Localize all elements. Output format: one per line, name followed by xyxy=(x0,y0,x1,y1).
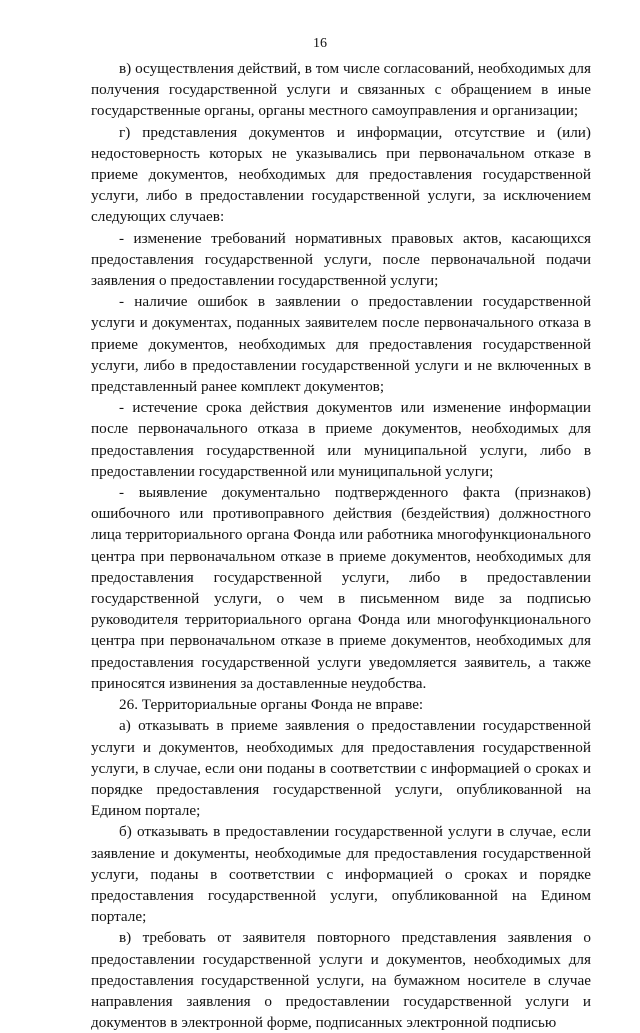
paragraph-exception-errors: - наличие ошибок в заявлении о предоставлении государственной услуги и документах, поданных заявителем после первоначального отказа в приеме документов, необходимых для предоставления государственной услуги, либо в предоставлении государственной услуги и не включенных в представленный ранее комплект документов; xyxy=(91,293,591,396)
paragraph-26-b: б) отказывать в предоставлении государственной услуги в случае, если заявление и документы, необходимые для предоставления государственной услуги, поданы в соответствии с информацией о сроках и порядке предоставления государственной услуги, опубликованной на Едином портале; xyxy=(91,823,591,926)
paragraph-v-actions: в) осуществления действий, в том числе согласований, необходимых для получения государственной услуги и связанных с обращением в иные государственные органы, органы местного самоуправления и организации; xyxy=(91,60,591,120)
paragraph-26-heading: 26. Территориальные органы Фонда не вправе: xyxy=(119,696,424,714)
paragraph-g-documents: г) представления документов и информации, отсутствие и (или) недостоверность которых не указывались при первоначальном отказе в приеме документов, необходимых для предоставления государственной услуги, либо в предоставлении государственной услуги, за исключением следующих случаев: xyxy=(91,123,591,226)
document-body xyxy=(91,58,591,1033)
page-number: 16 xyxy=(313,36,327,51)
paragraph-exception-misconduct: - выявление документально подтвержденного факта (признаков) ошибочного или противоправного действия (бездействия) должностного лица территориального органа Фонда или работника многофункционального центра при первоначальном отказе в приеме документов, необходимых для предоставления государственной услуги, либо в предоставлении государственной услуги, о чем в письменном виде за подписью руководителя территориального органа Фонда или многофункционального центра при первоначальном отказе в приеме документов, необходимых для предоставления государственной услуги уведомляется заявитель, а также приносятся извинения за доставленные неудобства. xyxy=(91,484,591,692)
paragraph-exception-expiry: - истечение срока действия документов или изменение информации после первоначального отказа в приеме документов, необходимых для предоставления государственной или муниципальной услуги, либо в предоставлении государственной или муниципальной услуги; xyxy=(91,399,591,480)
paragraph-26-a: а) отказывать в приеме заявления о предоставлении государственной услуги и документов, необходимых для предоставления государственной услуги, в случае, если они поданы в соответствии с информацией о сроках и порядке предоставления государственной услуги, опубликованной на Едином портале; xyxy=(91,717,591,820)
paragraph-exception-legal-change: - изменение требований нормативных правовых актов, касающихся предоставления государственной услуги, после первоначальной подачи заявления о предоставлении государственной услуги; xyxy=(91,229,591,290)
paragraph-26-v: в) требовать от заявителя повторного представления заявления о предоставлении государственной услуги и документов, необходимых для предоставления государственной услуги, на бумажном носителе в случае направления заявления о предоставлении государственной услуги и документов в электронной форме, подписанных электронной подписью xyxy=(91,929,591,1032)
